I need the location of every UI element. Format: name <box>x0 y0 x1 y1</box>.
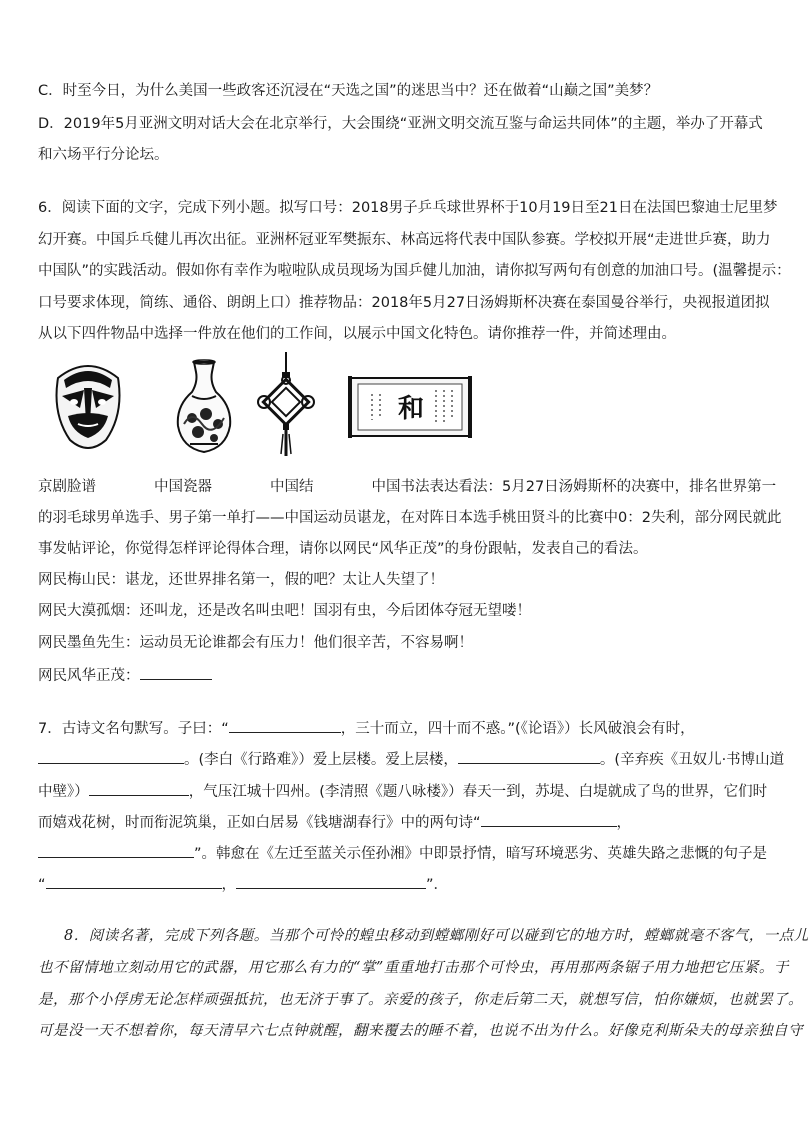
question-6-line5: 从以下四件物品中选择一件放在他们的工作间，以展示中国文化特色。请你推荐一件，并简述理由。 <box>38 326 676 342</box>
culture-items-figure <box>38 350 478 460</box>
question-7-line6: “ ， ”． <box>38 873 760 895</box>
question-6-line7: 的羽毛球男单选手、男子第一单打——中国运动员谌龙，在对阵日本选手桃田贤斗的比赛中0：2失利，部分网民就此 <box>38 510 782 526</box>
answer-blank[interactable] <box>458 748 600 764</box>
question-6-line8: 事发帖评论，你觉得怎样评论得体合理，请你以网民“风华正茂”的身份跟帖，发表自己的看法。 <box>38 541 648 557</box>
netizen-comment-3: 网民墨鱼先生：运动员无论谁都会有压力！他们很辛苦，不容易啊！ <box>38 635 473 651</box>
question-7-line5: ”。韩愈在《左迁至蓝关示侄孙湘》中即景抒情，暗写环境恶劣、英雄失路之悲慨的句子是 <box>38 842 760 864</box>
option-d-line2: 和六场平行分论坛。 <box>38 147 169 163</box>
question-8-line4: 可是没一天不想着你，每天清早六七点钟就醒，翻来覆去的睡不着，也说不出为什么。好像克利斯朵夫的母亲独自守 <box>38 1023 803 1039</box>
chinese-knot-icon <box>254 350 318 458</box>
calligraphy-scroll-icon <box>348 376 472 438</box>
question-6-line2: 幻开赛。中国乒乓健儿再次出征。亚洲杯冠亚军樊振东、林高远将代表中国队参赛。学校拟开展“走进世乒赛，助力 <box>38 232 771 248</box>
option-c: C．时至今日，为什么美国一些政客还沉浸在“天选之国”的迷思当中？还在做着“山巅之国”美梦？ <box>38 83 659 99</box>
question-8-line1: 8．阅读名著，完成下列各题。当那个可怜的蝗虫移动到螳螂刚好可以碰到它的地方时，螳螂就毫不客气，一点儿 <box>64 928 809 944</box>
answer-blank[interactable] <box>236 873 426 889</box>
question-8-line3: 是，那个小俘虏无论怎样顽强抵抗，也无济于事了。亲爱的孩子，你走后第二天，就想写信，怕你嫌烦，也就罢了。 <box>38 992 803 1008</box>
answer-blank[interactable] <box>46 873 222 889</box>
netizen-comment-2: 网民大漠孤烟：还叫龙，还是改名叫虫吧！国羽有虫，今后团体夺冠无望喽！ <box>38 603 531 619</box>
netizen-comment-answer <box>38 664 760 686</box>
answer-blank[interactable] <box>481 811 617 827</box>
question-7-line4: 而嬉戏花树，时而衔泥筑巢，正如白居易《钱塘湖春行》中的两句诗“ ， <box>38 811 760 833</box>
answer-blank[interactable] <box>229 717 341 733</box>
question-7-line2: 。(李白《行路难》）爱上层楼。爱上层楼， 。(辛弃疾《丑奴儿·书博山道 <box>38 748 760 770</box>
answer-blank[interactable] <box>38 842 194 858</box>
netizen-answer-label: 网民风华正茂： <box>38 668 140 684</box>
netizen-comment-1: 网民梅山民：谌龙，还世界排名第一，假的吧？太让人失望了！ <box>38 572 444 588</box>
porcelain-vase-icon <box>172 358 236 456</box>
peking-opera-mask-icon <box>50 358 126 454</box>
question-6-line4: 口号要求体现，简练、通俗、朗朗上口）推荐物品：2018年5月27日汤姆斯杯决赛在泰国曼谷举行，央视报道团拟 <box>38 295 770 311</box>
question-7-line3: 中壁》） ，气压江城十四州。(李清照《题八咏楼》）春天一到，苏堤、白堤就成了鸟的世界，它们时 <box>38 780 760 802</box>
option-d-line1: D．2019年5月亚洲文明对话大会在北京举行，大会围绕“亚洲文明交流互鉴与命运共同体”的主题，举办了开幕式 <box>38 116 763 132</box>
question-6-line1: 6．阅读下面的文字，完成下列小题。拟写口号：2018男子乒乓球世界杯于10月19日至21日在法国巴黎迪士尼里梦 <box>38 200 778 216</box>
question-6-line3: 中国队”的实践活动。假如你有幸作为啦啦队成员现场为国乒健儿加油，请你拟写两句有创意的加油口号。(温馨提示： <box>38 263 791 279</box>
question-8-line2: 也不留情地立刻动用它的武器，用它那么有力的“掌”重重地打击那个可怜虫，再用那两条锯子用力地把它压紧。于 <box>38 960 789 976</box>
answer-blank[interactable] <box>38 748 184 764</box>
answer-blank[interactable] <box>89 780 189 796</box>
question-6-line6: 京剧脸谱 中国瓷器 中国结 中国书法表达看法：5月27日汤姆斯杯的决赛中，排名世界第一 <box>38 479 777 495</box>
answer-blank[interactable] <box>140 664 212 680</box>
scroll-character: 和 <box>398 394 425 424</box>
question-7-line1: 7．古诗文名句默写。子曰：“ ，三十而立，四十而不惑。”(《论语》）长风破浪会有时， <box>38 717 760 739</box>
